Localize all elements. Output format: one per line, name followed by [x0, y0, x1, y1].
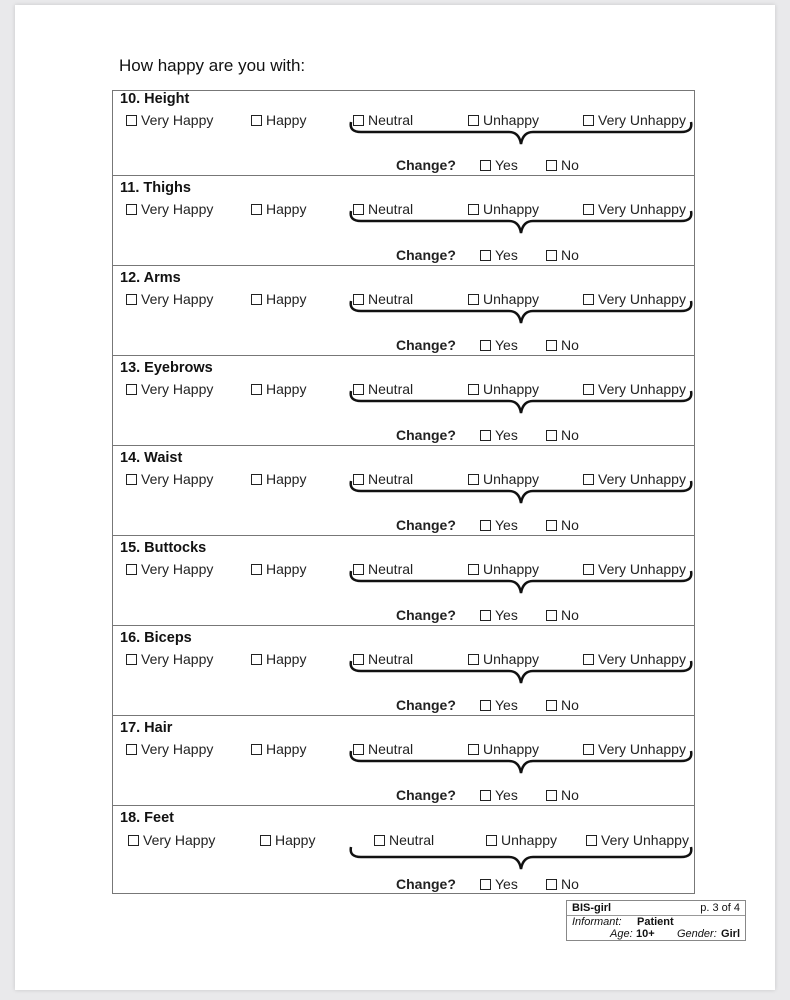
- change-option[interactable]: [480, 247, 518, 263]
- option-label: Very Happy: [143, 832, 216, 848]
- option-label: Neutral: [389, 832, 435, 848]
- checkbox[interactable]: [126, 654, 137, 665]
- checkbox[interactable]: [546, 160, 557, 171]
- option-label: Very Unhappy: [598, 561, 686, 577]
- change-label: Change?: [396, 697, 456, 713]
- brace-icon: [349, 299, 695, 333]
- question-title: 17. Hair: [120, 720, 173, 736]
- option-label: Unhappy: [483, 561, 540, 577]
- change-label: Change?: [396, 427, 456, 443]
- option-label: Happy: [266, 112, 307, 128]
- change-option[interactable]: [480, 876, 518, 892]
- option-label: Yes: [495, 697, 518, 713]
- option-label: No: [561, 157, 579, 173]
- form-id: BIS-girl: [572, 902, 612, 914]
- age-label: Age:: [610, 928, 633, 940]
- question-title: 12. Arms: [120, 270, 181, 286]
- checkbox[interactable]: [126, 115, 137, 126]
- checkbox[interactable]: [260, 835, 271, 846]
- question-row: [113, 626, 694, 716]
- change-label: Change?: [396, 157, 456, 173]
- question-title: 13. Eyebrows: [120, 360, 213, 376]
- question-row: [113, 356, 694, 446]
- questionnaire-table: [112, 90, 695, 894]
- option-label: Neutral: [368, 741, 414, 757]
- checkbox[interactable]: [480, 160, 491, 171]
- checkbox[interactable]: [251, 564, 262, 575]
- question-title: 15. Buttocks: [120, 540, 207, 556]
- option-label: Very Happy: [141, 741, 214, 757]
- informant-label: Informant:: [572, 916, 622, 928]
- option-label: Very Happy: [141, 561, 214, 577]
- option-label: Happy: [266, 291, 307, 307]
- option-label: Very Happy: [141, 291, 214, 307]
- rating-option[interactable]: [126, 741, 213, 757]
- option-label: Very Unhappy: [598, 201, 686, 217]
- rating-option[interactable]: [128, 832, 215, 848]
- page-heading: How happy are you with:: [119, 56, 306, 75]
- checkbox[interactable]: [546, 700, 557, 711]
- change-label: Change?: [396, 517, 456, 533]
- rating-option[interactable]: [251, 561, 306, 577]
- option-label: No: [561, 427, 579, 443]
- option-label: Neutral: [368, 651, 414, 667]
- checkbox[interactable]: [480, 700, 491, 711]
- option-label: Unhappy: [483, 471, 540, 487]
- rating-option[interactable]: [126, 381, 213, 397]
- checkbox[interactable]: [480, 430, 491, 441]
- checkbox[interactable]: [546, 879, 557, 890]
- option-label: Very Unhappy: [598, 741, 686, 757]
- checkbox[interactable]: [251, 115, 262, 126]
- option-label: Unhappy: [483, 651, 540, 667]
- rating-option[interactable]: [251, 471, 306, 487]
- option-label: Neutral: [368, 291, 414, 307]
- brace-icon: [349, 845, 695, 879]
- rating-option[interactable]: [126, 561, 213, 577]
- option-label: Happy: [266, 471, 307, 487]
- checkbox[interactable]: [126, 204, 137, 215]
- checkbox[interactable]: [546, 790, 557, 801]
- option-label: Unhappy: [483, 741, 540, 757]
- brace-icon: [349, 569, 695, 603]
- change-option[interactable]: [480, 157, 518, 173]
- option-label: Very Unhappy: [598, 291, 686, 307]
- change-label: Change?: [396, 247, 456, 263]
- option-label: Unhappy: [501, 832, 558, 848]
- checkbox[interactable]: [546, 610, 557, 621]
- option-label: Neutral: [368, 112, 414, 128]
- brace-icon: [349, 389, 695, 423]
- change-option[interactable]: [546, 247, 579, 263]
- age-value: 10+: [636, 928, 655, 940]
- change-label: Change?: [396, 876, 456, 892]
- option-label: Very Unhappy: [598, 381, 686, 397]
- checkbox[interactable]: [480, 610, 491, 621]
- question-row: [113, 266, 694, 356]
- document-page: [15, 5, 775, 990]
- change-option[interactable]: [546, 697, 579, 713]
- checkbox[interactable]: [251, 294, 262, 305]
- brace-icon: [349, 120, 695, 154]
- option-label: Yes: [495, 427, 518, 443]
- checkbox[interactable]: [126, 744, 137, 755]
- checkbox[interactable]: [251, 474, 262, 485]
- option-label: No: [561, 517, 579, 533]
- rating-option[interactable]: [251, 201, 306, 217]
- question-title: 16. Biceps: [120, 630, 192, 646]
- option-label: Very Happy: [141, 112, 214, 128]
- question-row: [113, 806, 694, 895]
- change-label: Change?: [396, 607, 456, 623]
- option-label: Yes: [495, 157, 518, 173]
- option-label: Happy: [275, 832, 316, 848]
- checkbox[interactable]: [480, 340, 491, 351]
- checkbox[interactable]: [546, 430, 557, 441]
- change-option[interactable]: [546, 517, 579, 533]
- option-label: Neutral: [368, 561, 414, 577]
- gender-value: Girl: [721, 928, 740, 940]
- option-label: Yes: [495, 876, 518, 892]
- brace-icon: [349, 209, 695, 243]
- change-option[interactable]: [546, 337, 579, 353]
- change-label: Change?: [396, 337, 456, 353]
- option-label: Unhappy: [483, 381, 540, 397]
- checkbox[interactable]: [251, 384, 262, 395]
- checkbox[interactable]: [480, 250, 491, 261]
- change-option[interactable]: [546, 157, 579, 173]
- page-number: p. 3 of 4: [700, 902, 740, 914]
- rating-option[interactable]: [126, 651, 213, 667]
- option-label: Very Unhappy: [598, 651, 686, 667]
- option-label: Unhappy: [483, 112, 540, 128]
- option-label: Happy: [266, 201, 307, 217]
- option-label: Happy: [266, 381, 307, 397]
- brace-icon: [349, 749, 695, 783]
- change-option[interactable]: [480, 517, 518, 533]
- checkbox[interactable]: [251, 744, 262, 755]
- brace-icon: [349, 659, 695, 693]
- change-option[interactable]: [480, 787, 518, 803]
- checkbox[interactable]: [128, 835, 139, 846]
- checkbox[interactable]: [126, 294, 137, 305]
- option-label: Very Happy: [141, 201, 214, 217]
- gender-label: Gender:: [677, 928, 717, 940]
- option-label: Very Unhappy: [601, 832, 689, 848]
- change-option[interactable]: [480, 427, 518, 443]
- question-title: 11. Thighs: [120, 180, 191, 196]
- rating-option[interactable]: [126, 471, 213, 487]
- option-label: No: [561, 697, 579, 713]
- rating-option[interactable]: [251, 741, 306, 757]
- checkbox[interactable]: [126, 474, 137, 485]
- rating-option[interactable]: [126, 112, 213, 128]
- brace-icon: [349, 479, 695, 513]
- checkbox[interactable]: [126, 384, 137, 395]
- question-row: [113, 91, 694, 176]
- option-label: Yes: [495, 337, 518, 353]
- option-label: No: [561, 607, 579, 623]
- option-label: Yes: [495, 247, 518, 263]
- option-label: Neutral: [368, 201, 414, 217]
- option-label: Yes: [495, 517, 518, 533]
- question-row: [113, 446, 694, 536]
- question-row: [113, 716, 694, 806]
- checkbox[interactable]: [126, 564, 137, 575]
- option-label: Neutral: [368, 471, 414, 487]
- rating-option[interactable]: [126, 201, 213, 217]
- checkbox[interactable]: [480, 790, 491, 801]
- option-label: Happy: [266, 561, 307, 577]
- option-label: No: [561, 337, 579, 353]
- option-label: Neutral: [368, 381, 414, 397]
- option-label: Very Unhappy: [598, 471, 686, 487]
- checkbox[interactable]: [251, 204, 262, 215]
- checkbox[interactable]: [480, 879, 491, 890]
- option-label: Very Happy: [141, 381, 214, 397]
- option-label: Unhappy: [483, 291, 540, 307]
- question-title: 18. Feet: [120, 810, 174, 826]
- option-label: Very Unhappy: [598, 112, 686, 128]
- checkbox[interactable]: [251, 654, 262, 665]
- change-option[interactable]: [546, 607, 579, 623]
- checkbox[interactable]: [546, 250, 557, 261]
- option-label: No: [561, 876, 579, 892]
- option-label: Yes: [495, 787, 518, 803]
- form-info-box: [566, 900, 746, 941]
- checkbox[interactable]: [480, 520, 491, 531]
- change-option[interactable]: [480, 607, 518, 623]
- change-label: Change?: [396, 787, 456, 803]
- checkbox[interactable]: [546, 340, 557, 351]
- option-label: Unhappy: [483, 201, 540, 217]
- option-label: Very Happy: [141, 471, 214, 487]
- change-option[interactable]: [546, 427, 579, 443]
- option-label: Happy: [266, 741, 307, 757]
- rating-option[interactable]: [251, 291, 306, 307]
- informant-value: Patient: [637, 916, 674, 928]
- rating-option[interactable]: [251, 381, 306, 397]
- question-row: [113, 536, 694, 626]
- question-title: 10. Height: [120, 91, 190, 107]
- option-label: No: [561, 247, 579, 263]
- option-label: Very Happy: [141, 651, 214, 667]
- change-option[interactable]: [546, 787, 579, 803]
- question-title: 14. Waist: [120, 450, 183, 466]
- rating-option[interactable]: [251, 112, 306, 128]
- option-label: No: [561, 787, 579, 803]
- question-row: [113, 176, 694, 266]
- option-label: Happy: [266, 651, 307, 667]
- change-option[interactable]: [480, 337, 518, 353]
- checkbox[interactable]: [546, 520, 557, 531]
- option-label: Yes: [495, 607, 518, 623]
- rating-option[interactable]: [251, 651, 306, 667]
- rating-option[interactable]: [260, 832, 315, 848]
- rating-option[interactable]: [126, 291, 213, 307]
- change-option[interactable]: [480, 697, 518, 713]
- change-option[interactable]: [546, 876, 579, 892]
